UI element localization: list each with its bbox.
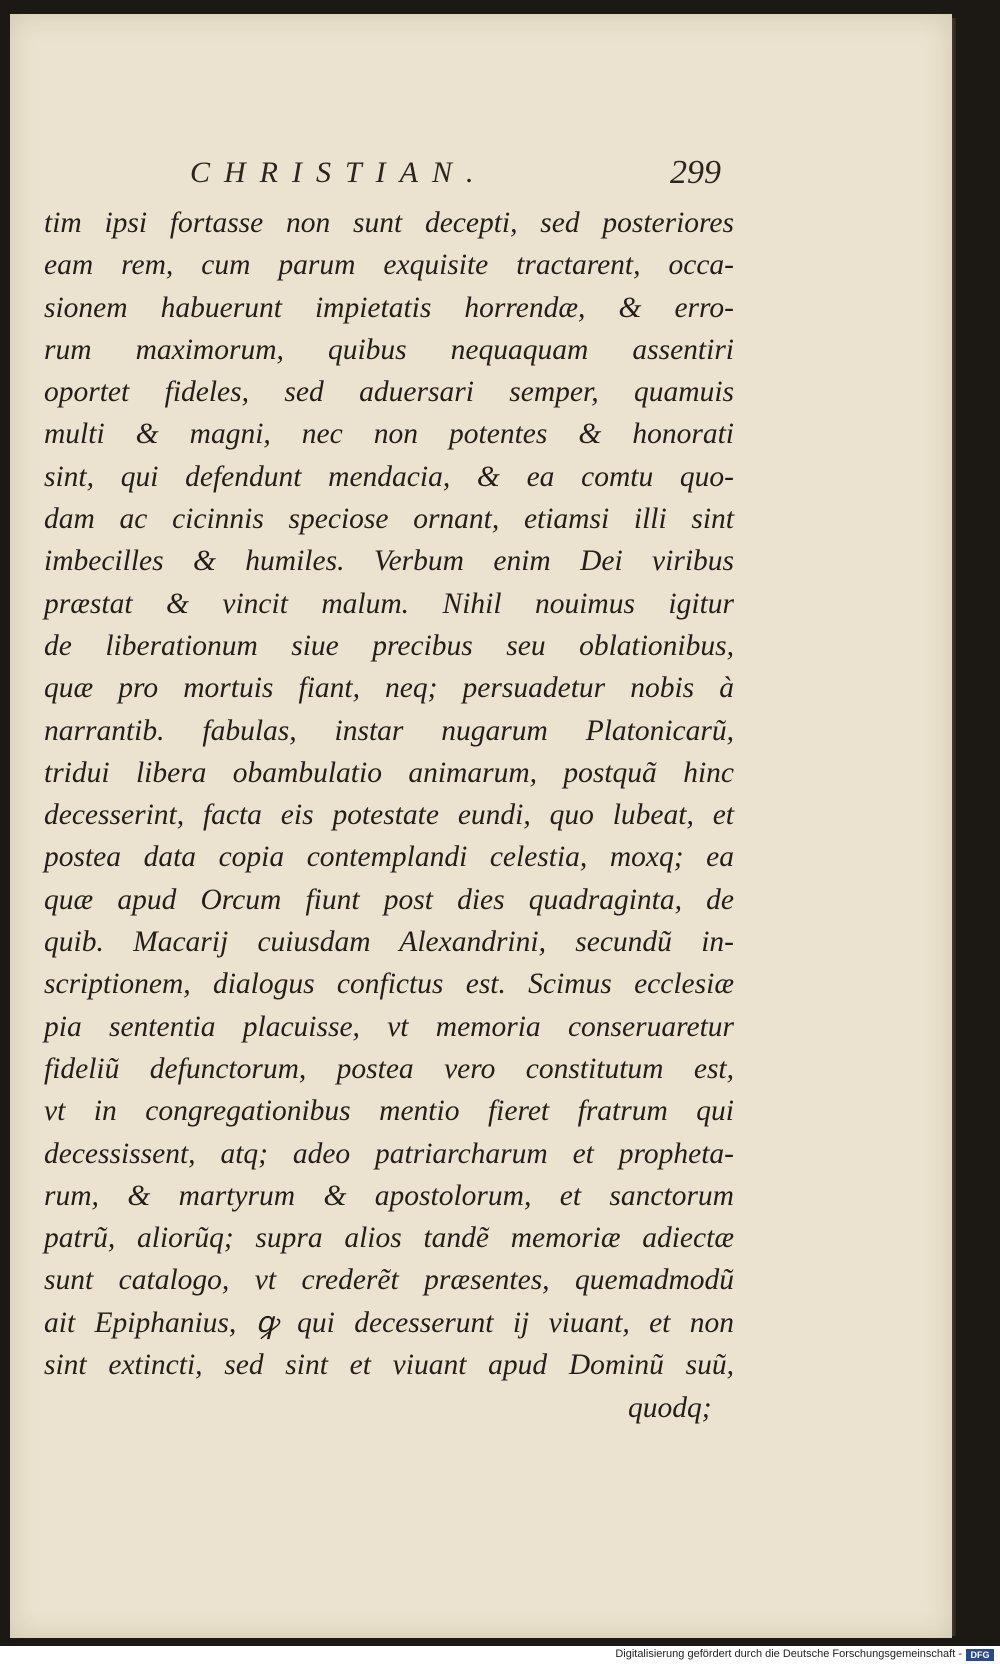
text-line: sionem habuerunt impietatis horrendæ, & erro-	[44, 291, 734, 324]
text-line: fideliũ defunctorum, postea vero constitutum est,	[44, 1052, 734, 1085]
text-line: præstat & vincit malum. Nihil nouimus igitur	[44, 587, 734, 620]
text-line: de liberationum siue precibus seu oblationibus,	[44, 629, 734, 662]
text-line: sint, qui defendunt mendacia, & ea comtu quo-	[44, 460, 734, 493]
book-page	[10, 14, 952, 1638]
page-number: 299	[670, 154, 721, 191]
text-line: quæ pro mortuis fiant, neq; persuadetur nobis à	[44, 672, 734, 705]
text-line: postea data copia contemplandi celestia, moxq; ea	[44, 841, 734, 874]
text-line: narrantib. fabulas, instar nugarum Platonicarũ,	[44, 714, 734, 747]
text-line: rum, & martyrum & apostolorum, et sanctorum	[44, 1179, 734, 1212]
text-line: eam rem, cum parum exquisite tractarent, occa-	[44, 249, 734, 282]
text-line: ait Epiphanius, ꝙ qui decesserunt ij viuant, et non	[44, 1306, 734, 1339]
text-line: decesserint, facta eis potestate eundi, quo lubeat, et	[44, 799, 734, 832]
text-line: decessissent, atq; adeo patriarcharum et propheta-	[44, 1137, 734, 1170]
digitization-credit: Digitalisierung gefördert durch die Deutsche Forschungsgemeinschaft -	[615, 1648, 962, 1660]
text-line: patrũ, aliorũq; supra alios tandẽ memoriæ adiectæ	[44, 1222, 734, 1255]
text-line: tridui libera obambulatio animarum, postquã hinc	[44, 756, 734, 789]
text-line: sunt catalogo, vt crederẽt præsentes, quemadmodũ	[44, 1264, 734, 1297]
text-line: dam ac cicinnis speciose ornant, etiamsi illi sint	[44, 503, 734, 536]
text-line: vt in congregationibus mentio fieret fratrum qui	[44, 1095, 734, 1128]
text-line: tim ipsi fortasse non sunt decepti, sed posteriores	[44, 207, 734, 239]
text-line: imbecilles & humiles. Verbum enim Dei viribus	[44, 545, 734, 578]
footer-bar	[0, 1646, 1000, 1664]
running-head: CHRISTIAN.	[190, 156, 488, 189]
text-block	[44, 202, 734, 1386]
text-line: pia sententia placuisse, vt memoria conseruaretur	[44, 1010, 734, 1043]
dfg-logo: DFG	[966, 1649, 994, 1661]
text-line: scriptionem, dialogus confictus est. Scimus ecclesiæ	[44, 968, 734, 1001]
text-line: quib. Macarij cuiusdam Alexandrini, secundũ in-	[44, 926, 734, 959]
text-line: quæ apud Orcum fiunt post dies quadraginta, de	[44, 883, 734, 916]
text-line: oportet fideles, sed aduersari semper, quamuis	[44, 376, 734, 409]
text-line: multi & magni, nec non potentes & honorati	[44, 418, 734, 451]
catchword: quodq;	[628, 1392, 712, 1424]
text-line: sint extincti, sed sint et viuant apud Dominũ suũ,	[44, 1349, 734, 1382]
text-line: rum maximorum, quibus nequaquam assentiri	[44, 333, 734, 366]
